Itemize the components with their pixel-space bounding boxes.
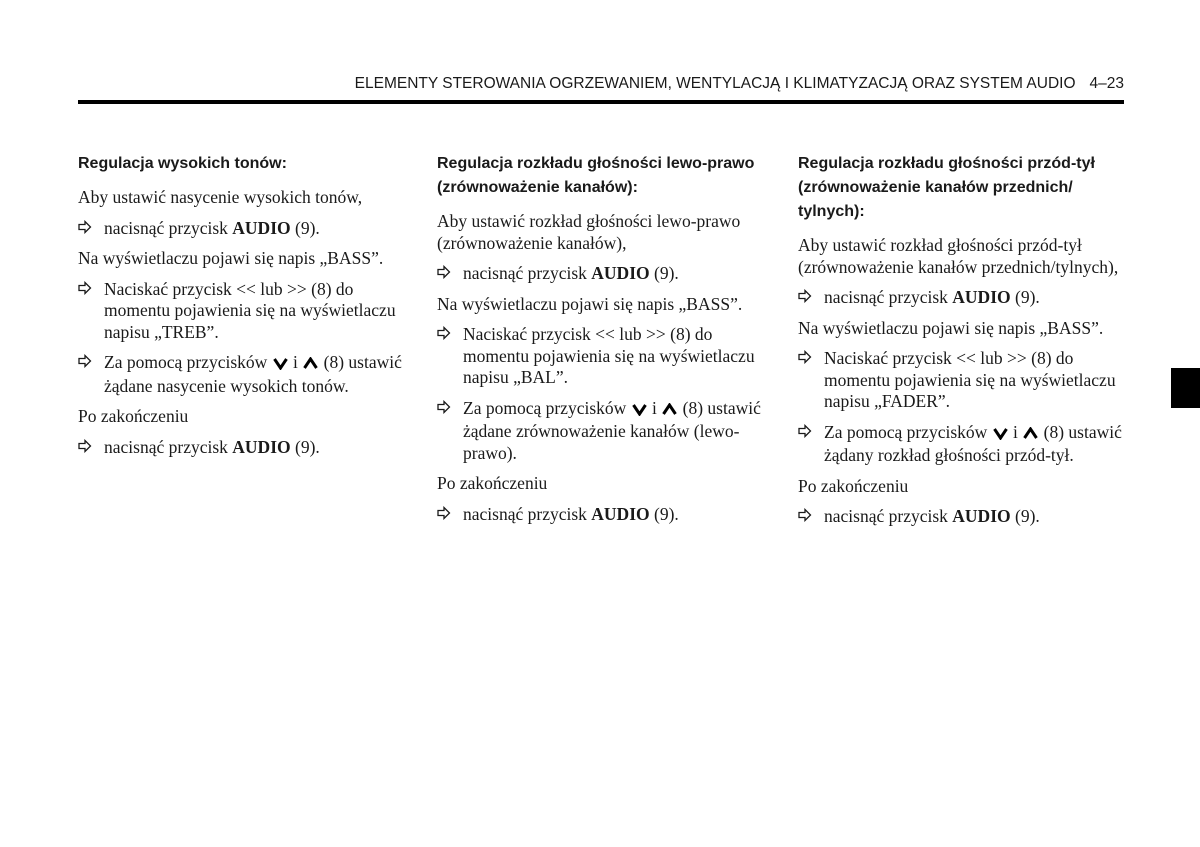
running-header bbox=[78, 75, 1124, 93]
step-text: i bbox=[293, 352, 298, 372]
step-text: (8) ustawić żądane zrównoważenie kanałów (lewo-prawo). bbox=[463, 397, 761, 463]
chevron-up-icon bbox=[662, 400, 677, 422]
after-label: Po zakończeniu bbox=[437, 473, 548, 493]
step-adjust bbox=[798, 422, 1128, 467]
step-press-audio bbox=[78, 437, 408, 459]
arrow-right-icon bbox=[437, 263, 463, 279]
step-text: (9). bbox=[1010, 287, 1040, 307]
audio-button-label: AUDIO bbox=[952, 287, 1011, 307]
display-note: Na wyświetlaczu pojawi się napis „BASS”. bbox=[78, 248, 384, 268]
step-adjust bbox=[437, 398, 767, 465]
column-balance bbox=[437, 152, 767, 534]
after-label: Po zakończeniu bbox=[798, 475, 909, 496]
step-text: (8) ustawić żądany rozkład głośności przód-tył. bbox=[824, 421, 1122, 465]
step-text: Za pomocą przycisków bbox=[463, 397, 627, 418]
step-text: Za pomocą przycisków bbox=[104, 352, 268, 372]
step-press-audio bbox=[798, 287, 1128, 309]
intro-text: Aby ustawić nasycenie wysokich tonów, bbox=[78, 187, 363, 207]
chevron-down-icon bbox=[632, 400, 647, 422]
arrow-right-icon bbox=[437, 504, 463, 520]
page-number: 4–23 bbox=[1089, 75, 1124, 92]
step-text: nacisnąć przycisk bbox=[104, 217, 233, 238]
step-press-audio bbox=[798, 506, 1128, 528]
audio-button-label: AUDIO bbox=[591, 263, 650, 283]
step-text: nacisnąć przycisk bbox=[104, 436, 233, 457]
step-text: Za pomocą przycisków bbox=[824, 421, 988, 442]
section-heading: Regulacja rozkładu głośności przód-tył (zrównoważenie kanałów przednich/ tylnych): bbox=[798, 155, 1095, 220]
arrow-right-icon bbox=[78, 437, 104, 453]
intro-text: Aby ustawić rozkład głośności lewo-prawo (zrównoważenie kanałów), bbox=[437, 211, 741, 253]
audio-button-label: AUDIO bbox=[232, 436, 291, 457]
step-press-audio bbox=[437, 504, 767, 526]
step-text: (9). bbox=[290, 436, 320, 457]
display-note: Na wyświetlaczu pojawi się napis „BASS”. bbox=[437, 293, 743, 314]
column-treble bbox=[78, 152, 408, 467]
audio-button-label: AUDIO bbox=[232, 217, 291, 238]
step-text: Naciskać przycisk << lub >> (8) do momentu pojawienia się na wyświetlaczu napisu „FADER”. bbox=[824, 348, 1116, 411]
step-text: i bbox=[652, 397, 657, 418]
step-text: (9). bbox=[290, 217, 320, 238]
chevron-down-icon bbox=[993, 424, 1008, 446]
step-adjust bbox=[78, 352, 408, 397]
step-select-mode bbox=[437, 324, 767, 389]
audio-button-label: AUDIO bbox=[591, 503, 650, 524]
step-select-mode bbox=[798, 348, 1128, 413]
step-text: Naciskać przycisk << lub >> (8) do momentu pojawienia się na wyświetlaczu napisu „TREB”. bbox=[104, 278, 396, 342]
intro-text: Aby ustawić rozkład głośności przód-tył (zrównoważenie kanałów przednich/tylnych), bbox=[798, 235, 1119, 277]
header-rule bbox=[78, 100, 1124, 104]
arrow-right-icon bbox=[78, 218, 104, 234]
step-text: i bbox=[1013, 421, 1018, 442]
arrow-right-icon bbox=[78, 279, 104, 295]
arrow-right-icon bbox=[798, 422, 824, 438]
section-heading: Regulacja wysokich tonów: bbox=[78, 155, 287, 172]
step-press-audio bbox=[78, 218, 408, 240]
chevron-down-icon bbox=[273, 354, 288, 376]
step-text: (9). bbox=[1010, 506, 1040, 526]
step-select-mode bbox=[78, 279, 408, 344]
arrow-right-icon bbox=[798, 506, 824, 522]
step-press-audio bbox=[437, 263, 767, 285]
step-text: nacisnąć przycisk bbox=[463, 263, 592, 283]
chapter-title: ELEMENTY STEROWANIA OGRZEWANIEM, WENTYLACJĄ I KLIMATYZACJĄ ORAZ SYSTEM AUDIO bbox=[354, 75, 1076, 92]
step-text: nacisnąć przycisk bbox=[824, 506, 953, 526]
step-text: (9). bbox=[649, 263, 679, 283]
column-fader bbox=[798, 152, 1128, 537]
arrow-right-icon bbox=[798, 348, 824, 364]
section-heading: Regulacja rozkładu głośności lewo-prawo (zrównoważenie kanałów): bbox=[437, 155, 755, 196]
step-text: (9). bbox=[649, 503, 679, 524]
after-label: Po zakończeniu bbox=[78, 406, 189, 426]
step-text: nacisnąć przycisk bbox=[463, 503, 592, 524]
arrow-right-icon bbox=[437, 324, 463, 340]
chevron-up-icon bbox=[1023, 424, 1038, 446]
chevron-up-icon bbox=[303, 354, 318, 376]
step-text: nacisnąć przycisk bbox=[824, 287, 953, 307]
audio-button-label: AUDIO bbox=[952, 506, 1011, 526]
chapter-tab-marker bbox=[1171, 368, 1200, 408]
arrow-right-icon bbox=[78, 352, 104, 368]
arrow-right-icon bbox=[437, 398, 463, 414]
arrow-right-icon bbox=[798, 287, 824, 303]
step-text: Naciskać przycisk << lub >> (8) do momentu pojawienia się na wyświetlaczu napisu „BAL”. bbox=[463, 324, 755, 387]
display-note: Na wyświetlaczu pojawi się napis „BASS”. bbox=[798, 317, 1104, 338]
step-text: (8) ustawić żądane nasycenie wysokich tonów. bbox=[104, 352, 402, 396]
